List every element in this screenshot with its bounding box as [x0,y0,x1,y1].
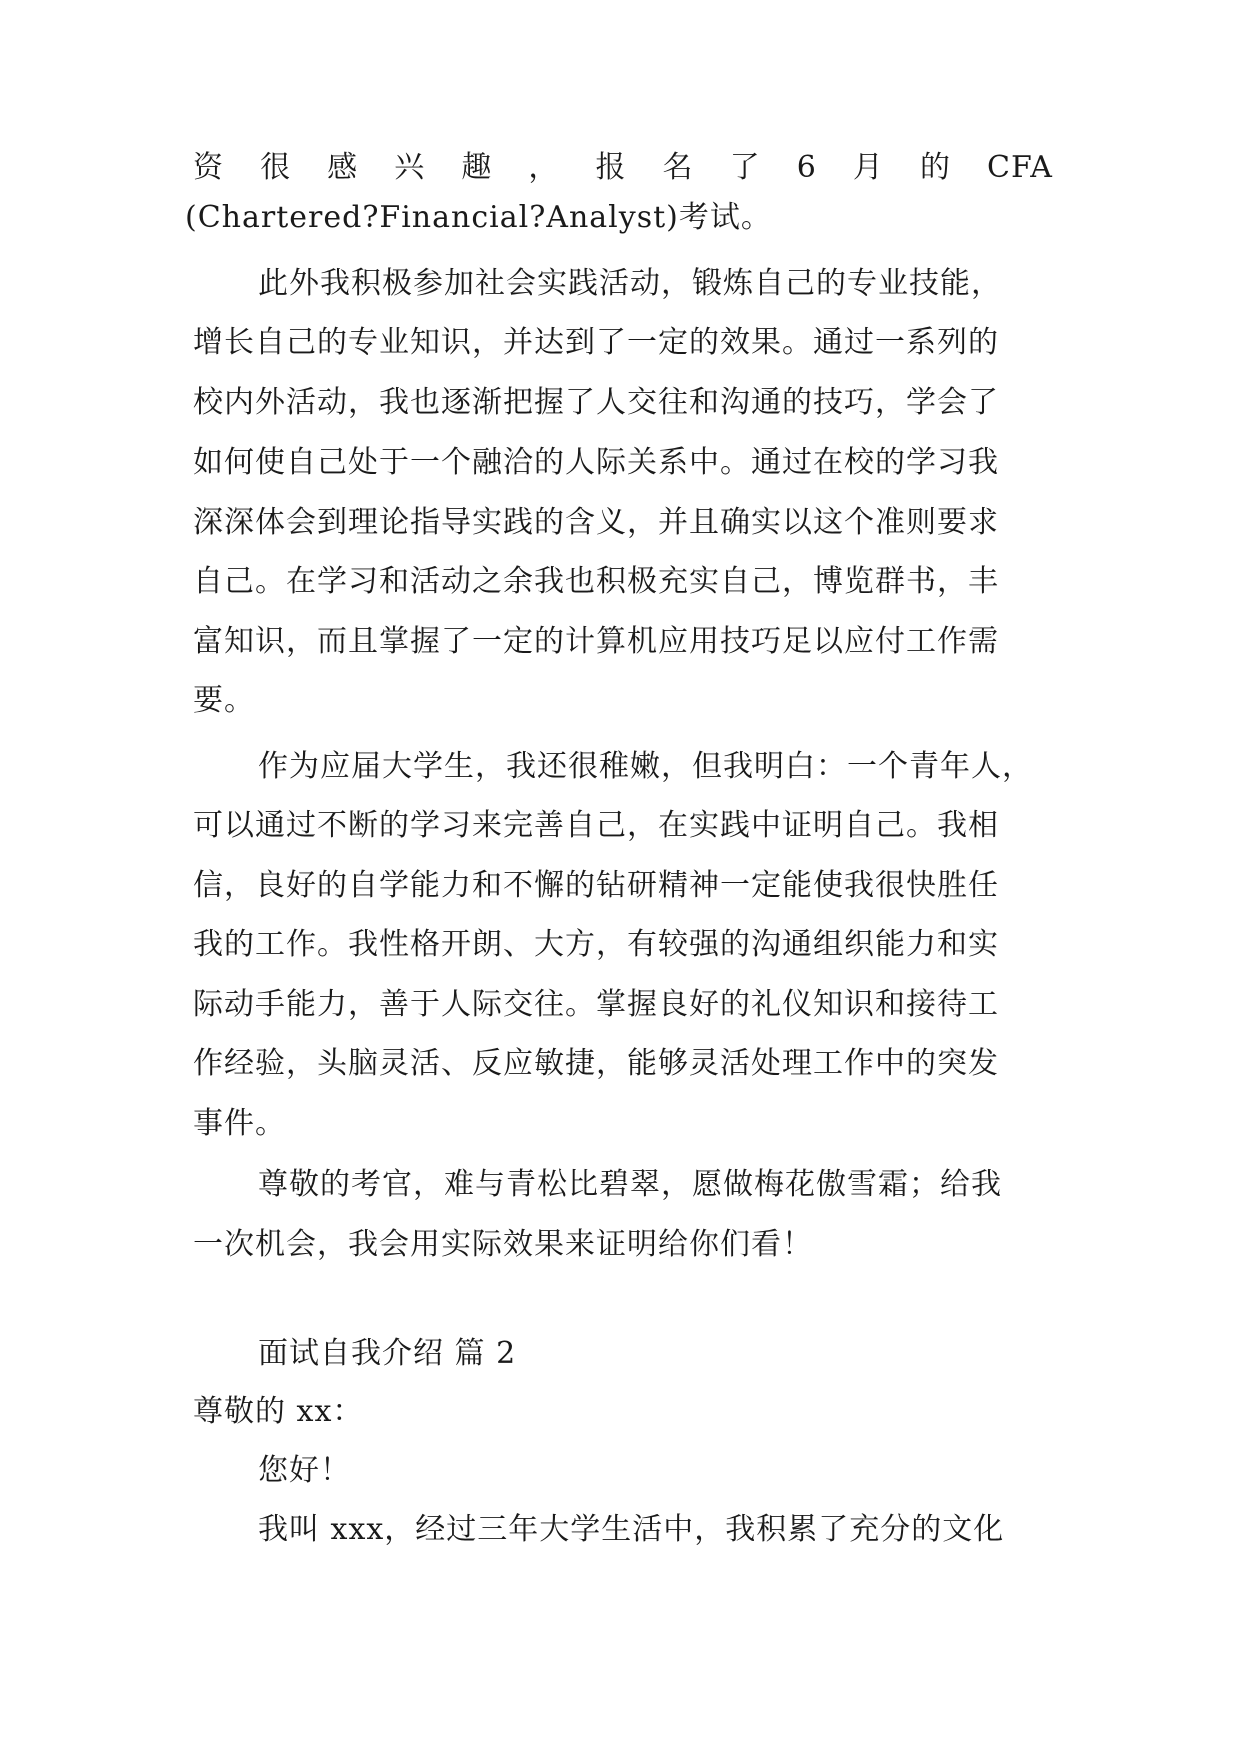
text-token: ， [528,150,560,185]
text-line: 际动手能力，善于人际交往。掌握良好的礼仪知识和接待工 [193,987,999,1022]
text-line: 深深体会到理论指导实践的含义，并且确实以这个准则要求 [193,505,999,540]
text-line: 富知识，而且掌握了一定的计算机应用技巧足以应付工作需 [193,624,999,659]
greeting: 您好！ [258,1453,351,1488]
text-token: 6 [796,150,817,185]
section-heading: 面试自我介绍 篇 2 [258,1336,517,1371]
text-token: 兴 [394,150,426,185]
text-token: 趣 [461,150,493,185]
text-line: 自己。在学习和活动之余我也积极充实自己，博览群书，丰 [193,564,999,599]
text-token: 资 [193,150,224,185]
text-token: 月 [852,150,884,185]
text-line-1 [193,148,1053,188]
paragraph-start: 我叫 xxx，经过三年大学生活中，我积累了充分的文化 [258,1512,1005,1547]
paragraph-start: 此外我积极参加社会实践活动，锻炼自己的专业技能， [258,266,1002,301]
text-token: 报 [595,150,627,185]
text-token: 的 [919,150,951,185]
text-line: 如何使自己处于一个融洽的人际关系中。通过在校的学习我 [193,445,999,480]
text-token: 感 [327,150,359,185]
text-line-2: (Chartered?Financial?Analyst)考试。 [185,200,772,235]
text-line: 事件。 [193,1106,286,1141]
text-line: 作经验，头脑灵活、反应敏捷，能够灵活处理工作中的突发 [193,1046,999,1081]
text-line: 我的工作。我性格开朗、大方，有较强的沟通组织能力和实 [193,927,999,962]
text-line: 一次机会，我会用实际效果来证明给你们看！ [193,1227,813,1262]
text-token: 名 [662,150,694,185]
text-token: 了 [729,150,761,185]
text-line: 信，良好的自学能力和不懈的钻研精神一定能使我很快胜任 [193,868,999,903]
paragraph-start: 尊敬的考官，难与青松比碧翠，愿做梅花傲雪霜；给我 [258,1167,1002,1202]
text-line: 可以通过不断的学习来完善自己，在实践中证明自己。我相 [193,808,999,843]
paragraph-start: 作为应届大学生，我还很稚嫩，但我明白：一个青年人， [258,749,1033,784]
text-line: 校内外活动，我也逐渐把握了人交往和沟通的技巧，学会了 [193,385,999,420]
text-token: 很 [260,150,292,185]
text-line: 增长自己的专业知识，并达到了一定的效果。通过一系列的 [193,325,999,360]
text-token: CFA [987,150,1053,185]
salutation: 尊敬的 xx： [193,1394,364,1429]
text-line: 要。 [193,683,255,718]
